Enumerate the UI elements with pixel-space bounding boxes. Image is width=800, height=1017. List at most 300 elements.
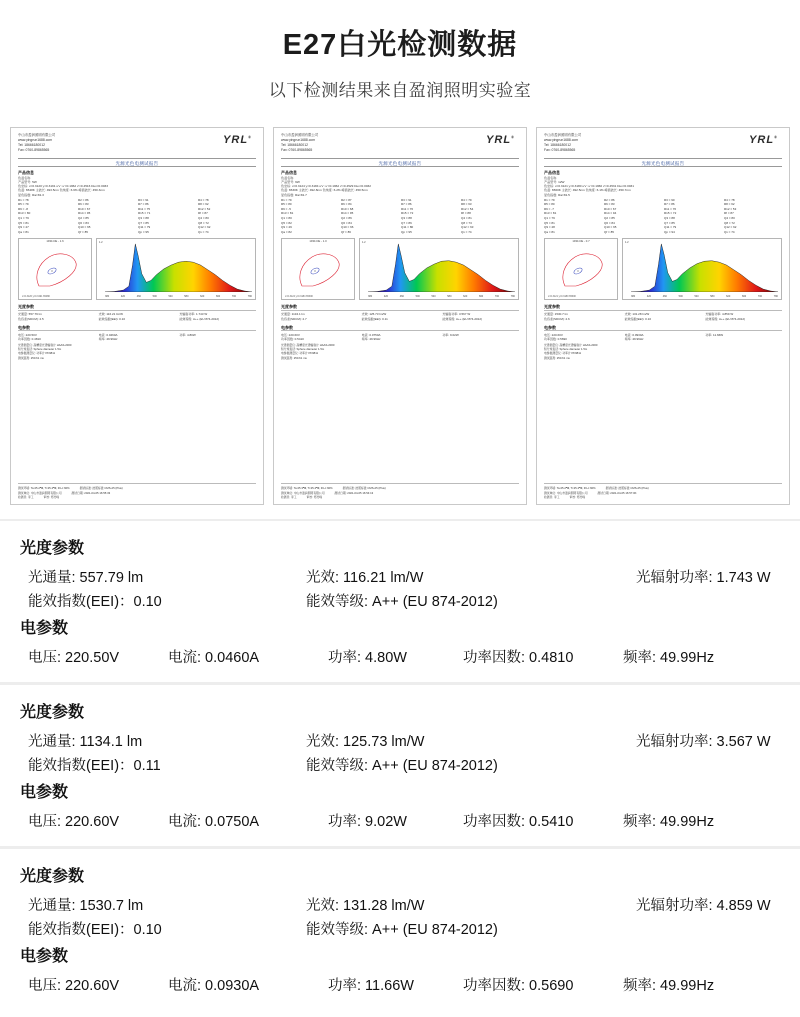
ri-value: R5 = 79	[18, 202, 29, 207]
electric-row	[20, 810, 780, 831]
spd-xtick: 780	[773, 295, 778, 299]
ri-value: R13 = 80	[18, 211, 31, 216]
equipment-line: 电参数测量仪: 功率计 PF9811	[281, 351, 319, 356]
energy-class-value: 能效等级: A++ (EU 874-2012)	[306, 594, 498, 610]
q-value: Q5 = 81	[18, 220, 29, 225]
power-factor-value: 功率因数: 0.5690	[463, 978, 574, 994]
spd-xtick: 380	[631, 295, 636, 299]
ri-value: R10 = 68	[341, 206, 354, 211]
q-value: Q6 = 84	[604, 220, 615, 225]
ri-value: R2 = 87	[341, 197, 352, 202]
company-website: www.yingrun1688.com	[281, 138, 316, 143]
ri-value: R6 = 83	[604, 202, 615, 207]
q-value: Q6 = 83	[78, 220, 89, 225]
report-photometry-title: 光度参数	[18, 304, 256, 311]
spd-plot-area	[368, 242, 515, 292]
q-value: Q3 = 88	[401, 216, 412, 221]
equipment-line: 光谱测量仪: 高精度光谱辐射计 HAAS-2000	[544, 343, 598, 348]
eei-value: 能效指数(EEI)：0.11	[28, 758, 161, 774]
ri-index-grid	[281, 198, 519, 216]
logo-registered-mark: ®	[248, 134, 252, 140]
power-value: 功率: 11.66W	[328, 978, 414, 994]
spd-xtick: 700	[494, 295, 500, 299]
report-photometry-block	[18, 304, 256, 320]
ri-index-grid	[18, 198, 256, 216]
current-value: 电流: 0.0930A	[168, 978, 260, 994]
company-tel: Tel: 18666180012	[18, 143, 45, 148]
spd-curve	[105, 242, 252, 292]
spd-xtick: 540	[168, 295, 173, 299]
company-name: 中山市盈润照明有限公司	[544, 133, 582, 137]
q-value: Qp = 95	[401, 230, 412, 235]
power-factor-value: 功率因数: 0.5410	[463, 814, 574, 830]
ri-value: R13 = 81	[281, 211, 294, 216]
ri-value: R12 = 54	[461, 206, 474, 211]
company-fax: Fax: 0760-89865565	[544, 148, 576, 153]
eei-value: 能效指数(EEI)：0.10	[28, 594, 162, 610]
ri-value: R1 = 78	[18, 197, 29, 202]
current-value: 电流: 0.0460A	[168, 650, 260, 666]
report-company-info	[18, 133, 55, 153]
company-logo	[486, 133, 519, 148]
report-photometry-block	[281, 304, 519, 320]
q-value: Q10 = 65	[78, 225, 91, 230]
q-value: Q12 = 62	[198, 225, 211, 230]
report-efficacy: 光效: 116.21 lm/W	[98, 312, 123, 317]
electric-row	[20, 646, 780, 667]
product-name-label: 色温名称	[281, 175, 294, 180]
spd-xtick: 580	[184, 295, 189, 299]
spd-x-axis	[105, 295, 252, 298]
equipment-line: 光谱测量仪: 高精度光谱辐射计 HAAS-2000	[18, 343, 72, 348]
company-tel: Tel: 18666180012	[281, 143, 308, 148]
test-report-gallery	[0, 127, 800, 505]
photometry-row-secondary	[20, 754, 780, 775]
footer-environment: 测试环境: Ta:25.2℃, Ti:25.4℃, R.H.:60%	[18, 486, 70, 491]
spd-xtick: 380	[105, 295, 110, 299]
equipment-line: 电参数测量仪: 功率计 PF9811	[544, 351, 582, 356]
spd-xtick: 700	[231, 295, 237, 299]
report-charts	[544, 238, 782, 300]
ri-value: R4 = 78	[724, 197, 735, 202]
report-charts	[18, 238, 256, 300]
page-title: E27白光检测数据	[282, 29, 518, 61]
ri-value: R5 = 80	[281, 202, 292, 207]
ri-value: R7 = 86	[664, 202, 675, 207]
product-info-title: 产品信息	[544, 170, 560, 176]
ri-value: R4 = 78	[198, 197, 209, 202]
ri-value: R3 = 91	[138, 197, 149, 202]
ri-value: Rf = 87	[724, 211, 734, 216]
spd-plot-area	[105, 242, 252, 292]
photometry-row-primary	[20, 566, 780, 587]
report-voltage: 电压: 220.50V	[18, 332, 37, 337]
report-frequency: 频率: 49.99Hz	[98, 336, 118, 341]
spd-xtick: 660	[216, 295, 221, 299]
ri-value: R13 = 81	[544, 211, 557, 216]
chromaticity-coordinates: x=0.3120 y=0.3191 6548K	[22, 294, 51, 298]
spec-line: 色温: 6530K 主波长: 492.8nm 色纯度: 6.2% 峰值波长: 450.5nm	[281, 188, 368, 193]
ri-value: R6 = 84	[341, 202, 352, 207]
product-name-label: 色温名称	[544, 175, 557, 180]
luminous-flux-value: 光通量: 1134.1 lm	[28, 734, 143, 750]
q-index-grid	[544, 216, 782, 234]
photometry-heading: 光度参数	[20, 540, 85, 557]
product-model: 产品型号: 5W	[18, 180, 37, 184]
report-frequency: 频率: 49.99Hz	[361, 336, 381, 341]
logo-registered-mark: ®	[511, 134, 515, 140]
q-value: Q9 = 47	[18, 225, 29, 230]
ri-value: R2 = 86	[78, 197, 89, 202]
report-title-bar	[544, 158, 782, 167]
report-power: 功率: 9.02W	[442, 332, 459, 337]
report-current: 电流: 0.0460A	[98, 332, 118, 337]
report-efficacy: 光效: 131.28 lm/W	[624, 312, 650, 317]
ri-value: R8 = 62	[198, 202, 209, 207]
footer-tester: 检测员: 李工	[18, 494, 34, 499]
luminous-flux-value: 光通量: 1530.7 lm	[28, 898, 144, 914]
q-value: Qx = 74	[461, 230, 472, 235]
ri-value: R15 = 72	[664, 211, 677, 216]
spectral-power-distribution-chart	[359, 238, 519, 300]
q-value: Q9 = 49	[281, 225, 292, 230]
electric-row	[20, 974, 780, 995]
spd-xtick: 780	[510, 295, 515, 299]
report-electric-values	[18, 333, 256, 341]
report-company-info	[544, 133, 581, 153]
footer-tester: 检测员: 李工	[544, 494, 560, 499]
company-website: www.yingrun1688.com	[544, 138, 579, 143]
power-value: 功率: 9.02W	[328, 814, 407, 830]
efficacy-value: 光效: 116.21 lm/W	[306, 570, 424, 586]
chromaticity-diagram	[544, 238, 618, 300]
ri-value: R9 = -5	[281, 206, 291, 211]
report-power: 功率: 4.80W	[179, 332, 196, 337]
spectral-power-distribution-chart	[96, 238, 256, 300]
footer-tester: 检测员: 李工	[281, 494, 297, 499]
report-equipment-notes	[544, 343, 782, 360]
spd-xtick: 660	[742, 295, 747, 299]
photometry-row-primary	[20, 730, 780, 751]
spd-plot-area	[631, 242, 778, 292]
electric-heading: 电参数	[20, 948, 69, 965]
footer-standard: 测试标准: 按照标准 CMS-25 (Plus)	[605, 486, 649, 491]
company-website: www.yingrun1688.com	[18, 138, 53, 143]
report-sdcm: 色容差(SDCM): 2.7	[281, 316, 307, 321]
report-eei: 能效指数(EEI): 0.10	[624, 316, 651, 321]
report-power-factor: 功率因数: 0.5690	[544, 336, 567, 341]
report-radiant-power: 光辐射功率: 3.567 W	[442, 312, 471, 317]
eei-value: 能效指数(EEI)：0.10	[28, 922, 162, 938]
ri-value: R14 = 94	[604, 211, 617, 216]
cie-horseshoe-icon	[555, 251, 607, 289]
chromaticity-coordinates: x=0.3121 y=0.3180 6560K	[548, 294, 577, 298]
q-value: Qx = 74	[724, 230, 735, 235]
spd-xtick: 580	[447, 295, 452, 299]
ri-value: R2 = 86	[604, 197, 615, 202]
q-value: Q3 = 88	[664, 216, 675, 221]
spec-line: 色温: 6548K 主波长: 493.5nm 色纯度: 6.6% 峰值波长: 450.3nm	[18, 188, 105, 193]
q-value: Q8 = 73	[461, 220, 472, 225]
report-title-bar	[18, 158, 256, 167]
q-value: Q4 = 80	[724, 216, 735, 221]
test-report-card[interactable]	[536, 127, 790, 505]
footer-standard: 测试标准: 按照标准 CMS-25 (Plus)	[79, 486, 123, 491]
report-radiant-power: 光辐射功率: 4.859 W	[705, 312, 734, 317]
footer-reviewer: 审核: 郑竹峰	[306, 494, 323, 499]
ri-value: R1 = 79	[544, 197, 555, 202]
report-electric-block	[281, 325, 519, 360]
spec-line: 色坐标: x=0.3120 y=0.3191 u'v': u'=0.1962 v'=0.4516 Duv=0.0033	[18, 184, 108, 189]
report-footer	[544, 483, 782, 499]
parameter-block	[0, 682, 800, 846]
footer-standard: 测试标准: 按照标准 CMS-25 (Plus)	[342, 486, 386, 491]
report-luminous-flux: 光通量: 1530.7 lm	[544, 312, 568, 317]
report-current: 电流: 0.0930A	[624, 332, 644, 337]
product-info-section	[544, 170, 782, 234]
ri-value: R4 = 79	[461, 197, 472, 202]
q-value: Qa = 82	[281, 230, 292, 235]
report-energy-class: 能效等级: A++ (EU 874-2012)	[705, 316, 746, 321]
frequency-value: 频率: 49.99Hz	[623, 814, 715, 830]
photometry-row-secondary	[20, 918, 780, 939]
chromaticity-caption: 1931CIE - 1.6	[46, 239, 64, 244]
q-value: Q11 = 79	[664, 225, 677, 230]
company-fax: Fax: 0760-89865565	[18, 148, 50, 153]
radiant-power-value: 光辐射功率: 4.859 W	[636, 898, 771, 914]
ri-value: R6 = 83	[78, 202, 89, 207]
spd-xtick: 420	[646, 295, 652, 299]
report-doc-title: 光源光色电测试报告	[378, 161, 422, 167]
report-photometry-title: 光度参数	[544, 304, 782, 311]
product-info-title: 产品信息	[281, 170, 297, 176]
report-equipment-notes	[281, 343, 519, 360]
parameter-block	[0, 846, 800, 1010]
spd-xtick: 780	[247, 295, 252, 299]
q-value: Q4 = 80	[198, 216, 209, 221]
report-sdcm: 色容差(SDCM): 2.5	[18, 316, 44, 321]
equipment-line: 积分球直径: Sphere diameter 1.5m	[281, 347, 325, 352]
q-value: Q3 = 88	[138, 216, 149, 221]
company-tel: Tel: 18666180012	[544, 143, 571, 148]
logo-registered-mark: ®	[774, 134, 778, 140]
ri-value: R10 = 67	[78, 206, 91, 211]
spec-line: 显色指数: Ra=81.5	[544, 192, 570, 197]
spd-xtick: 420	[120, 295, 126, 299]
equipment-line: 测试距离: 250.61 ms	[18, 355, 44, 360]
product-info-title: 产品信息	[18, 170, 34, 176]
company-name: 中山市盈润照明有限公司	[18, 133, 56, 137]
q-value: Q8 = 72	[198, 220, 209, 225]
q-value: Q11 = 79	[138, 225, 151, 230]
ri-value: R8 = 62	[724, 202, 735, 207]
q-value: Qf = 85	[78, 230, 88, 235]
footer-environment: 测试环境: Ta:25.3℃, Ti:25.4℃, R.H.:60%	[281, 486, 333, 491]
report-doc-title: 光源光色电测试报告	[641, 161, 685, 167]
ri-index-grid	[544, 198, 782, 216]
q-value: Qa = 81	[544, 230, 555, 235]
chromaticity-coordinates: x=0.3124 y=0.3184 6530K	[285, 294, 314, 298]
energy-class-value: 能效等级: A++ (EU 874-2012)	[306, 922, 498, 938]
report-luminous-flux: 光通量: 1134.1 lm	[281, 312, 305, 317]
ri-value: R15 = 71	[138, 211, 151, 216]
footer-lab: 测试单位: 中山市盈润照明有限公司	[544, 490, 588, 495]
report-photometry-block	[544, 304, 782, 320]
q-value: Q2 = 85	[604, 216, 615, 221]
efficacy-value: 光效: 131.28 lm/W	[306, 898, 425, 914]
spd-xtick: 500	[152, 295, 157, 299]
spd-x-axis	[631, 295, 778, 298]
q-value: Q5 = 82	[281, 220, 292, 225]
report-equipment-notes	[18, 343, 256, 360]
spd-xtick: 380	[368, 295, 373, 299]
ri-value: R11 = 76	[401, 206, 414, 211]
report-electric-block	[18, 325, 256, 360]
logo-text: YRL	[223, 134, 249, 146]
report-energy-class: 能效等级: A++ (EU 874-2012)	[442, 316, 483, 321]
current-value: 电流: 0.0750A	[168, 814, 260, 830]
power-factor-value: 功率因数: 0.4810	[463, 650, 574, 666]
spd-xtick: 420	[383, 295, 389, 299]
spec-line: 色坐标: x=0.3121 y=0.3180 u'v': u'=0.1960 v'=0.4531 Duv=0.0031	[544, 184, 634, 189]
ri-value: R5 = 80	[544, 202, 555, 207]
logo-text: YRL	[486, 134, 512, 146]
ri-value: R3 = 91	[401, 197, 412, 202]
test-report-card[interactable]	[10, 127, 264, 505]
footer-reviewer: 审核: 郑竹峰	[43, 494, 60, 499]
equipment-line: 积分球直径: Sphere diameter 1.5m	[18, 347, 62, 352]
q-value: Q1 = 80	[281, 216, 292, 221]
report-electric-title: 电参数	[544, 325, 782, 332]
spd-xtick: 500	[415, 295, 420, 299]
report-header	[274, 128, 526, 155]
ri-value: Rf = 87	[198, 211, 208, 216]
chromaticity-caption: 1931CIE - 0.7	[572, 239, 590, 244]
spd-xtick: 700	[757, 295, 763, 299]
spd-y-max-label: 1.2	[362, 241, 366, 245]
ri-value: R3 = 90	[664, 197, 675, 202]
cie-horseshoe-icon	[29, 251, 81, 289]
spd-xtick: 460	[399, 295, 404, 299]
parameter-summary-list	[0, 519, 800, 1010]
report-company-info	[281, 133, 318, 153]
q-value: Qa = 81	[18, 230, 29, 235]
footer-date: 测试日期: 2021-04-05 16:57:0K	[597, 490, 637, 495]
report-efficacy: 光效: 125.73 lm/W	[361, 312, 387, 317]
voltage-value: 电压: 220.60V	[28, 978, 120, 994]
report-title-bar	[281, 158, 519, 167]
spec-line: 显色指数: Ra=81.7	[281, 192, 307, 197]
report-photometry-title: 光度参数	[281, 304, 519, 311]
radiant-power-value: 光辐射功率: 3.567 W	[636, 734, 771, 750]
spd-xtick: 500	[678, 295, 683, 299]
spd-xtick: 460	[136, 295, 141, 299]
page-header	[0, 0, 800, 101]
efficacy-value: 光效: 125.73 lm/W	[306, 734, 425, 750]
spd-xtick: 540	[431, 295, 436, 299]
product-name-label: 色温名称	[18, 175, 31, 180]
ri-value: R12 = 52	[198, 206, 211, 211]
spd-x-axis	[368, 295, 515, 298]
luminous-flux-value: 光通量: 557.79 lm	[28, 570, 144, 586]
report-header	[537, 128, 789, 155]
spec-line: 色温: 6560K 主波长: 492.5nm 色纯度: 6.1% 峰值波长: 450.7nm	[544, 188, 631, 193]
q-value: Q12 = 62	[724, 225, 737, 230]
q-value: Q1 = 79	[18, 216, 29, 221]
spd-xtick: 620	[200, 295, 205, 299]
q-value: Q10 = 66	[341, 225, 354, 230]
chromaticity-diagram	[281, 238, 355, 300]
report-photometry-values	[281, 312, 519, 320]
photometry-row-primary	[20, 894, 780, 915]
report-electric-values	[281, 333, 519, 341]
equipment-line: 测试距离: 250.61 ms	[544, 355, 570, 360]
product-model: 产品型号: 12W	[544, 180, 565, 184]
q-index-grid	[18, 216, 256, 234]
product-info-section	[281, 170, 519, 234]
q-value: Q6 = 84	[341, 220, 352, 225]
report-doc-title: 光源光色电测试报告	[115, 161, 159, 167]
spd-curve	[631, 242, 778, 292]
footer-lab: 测试单位: 中山市盈润照明有限公司	[18, 490, 62, 495]
frequency-value: 频率: 49.99Hz	[623, 650, 715, 666]
footer-lab: 测试单位: 中山市盈润照明有限公司	[281, 490, 325, 495]
ri-value: R10 = 67	[604, 206, 617, 211]
radiant-power-value: 光辐射功率: 1.743 W	[636, 570, 771, 586]
photometry-row-secondary	[20, 590, 780, 611]
test-report-card[interactable]	[273, 127, 527, 505]
ri-value: R7 = 86	[401, 202, 412, 207]
footer-environment: 测试环境: Ta:25.2℃, Ti:25.4℃, R.H.:60%	[544, 486, 596, 491]
spectral-power-distribution-chart	[622, 238, 782, 300]
q-value: Qf = 85	[604, 230, 614, 235]
company-logo	[223, 133, 256, 148]
ri-value: R15 = 72	[401, 211, 414, 216]
company-logo	[749, 133, 782, 148]
q-value: Q1 = 79	[544, 216, 555, 221]
spd-xtick: 620	[726, 295, 731, 299]
report-electric-values	[544, 333, 782, 341]
spd-xtick: 460	[662, 295, 667, 299]
footer-date: 测试日期: 2021-04-05 16:54:13	[334, 490, 374, 495]
report-eei: 能效指数(EEI): 0.10	[98, 316, 125, 321]
ri-value: Rf = 88	[461, 211, 471, 216]
photometry-heading: 光度参数	[20, 704, 85, 721]
spd-curve	[368, 242, 515, 292]
spd-xtick: 540	[694, 295, 699, 299]
q-index-grid	[281, 216, 519, 234]
q-value: Q12 = 63	[461, 225, 474, 230]
report-footer	[18, 483, 256, 499]
ri-value: R12 = 53	[724, 206, 737, 211]
electric-heading: 电参数	[20, 784, 69, 801]
q-value: Q5 = 81	[544, 220, 555, 225]
equipment-line: 积分球直径: Sphere diameter 1.5m	[544, 347, 588, 352]
report-electric-block	[544, 325, 782, 360]
report-header	[11, 128, 263, 155]
voltage-value: 电压: 220.60V	[28, 814, 120, 830]
equipment-line: 测试距离: 250.61 ms	[281, 355, 307, 360]
ri-value: R14 = 95	[78, 211, 91, 216]
q-value: Q8 = 72	[724, 220, 735, 225]
report-charts	[281, 238, 519, 300]
q-value: Qp = 94	[664, 230, 675, 235]
q-value: Q9 = 48	[544, 225, 555, 230]
product-model: 产品型号: 9W	[281, 180, 300, 184]
q-value: Q7 = 85	[664, 220, 675, 225]
chromaticity-caption: 1931CIE - 1.0	[309, 239, 327, 244]
report-radiant-power: 光辐射功率: 1.743 W	[179, 312, 208, 317]
